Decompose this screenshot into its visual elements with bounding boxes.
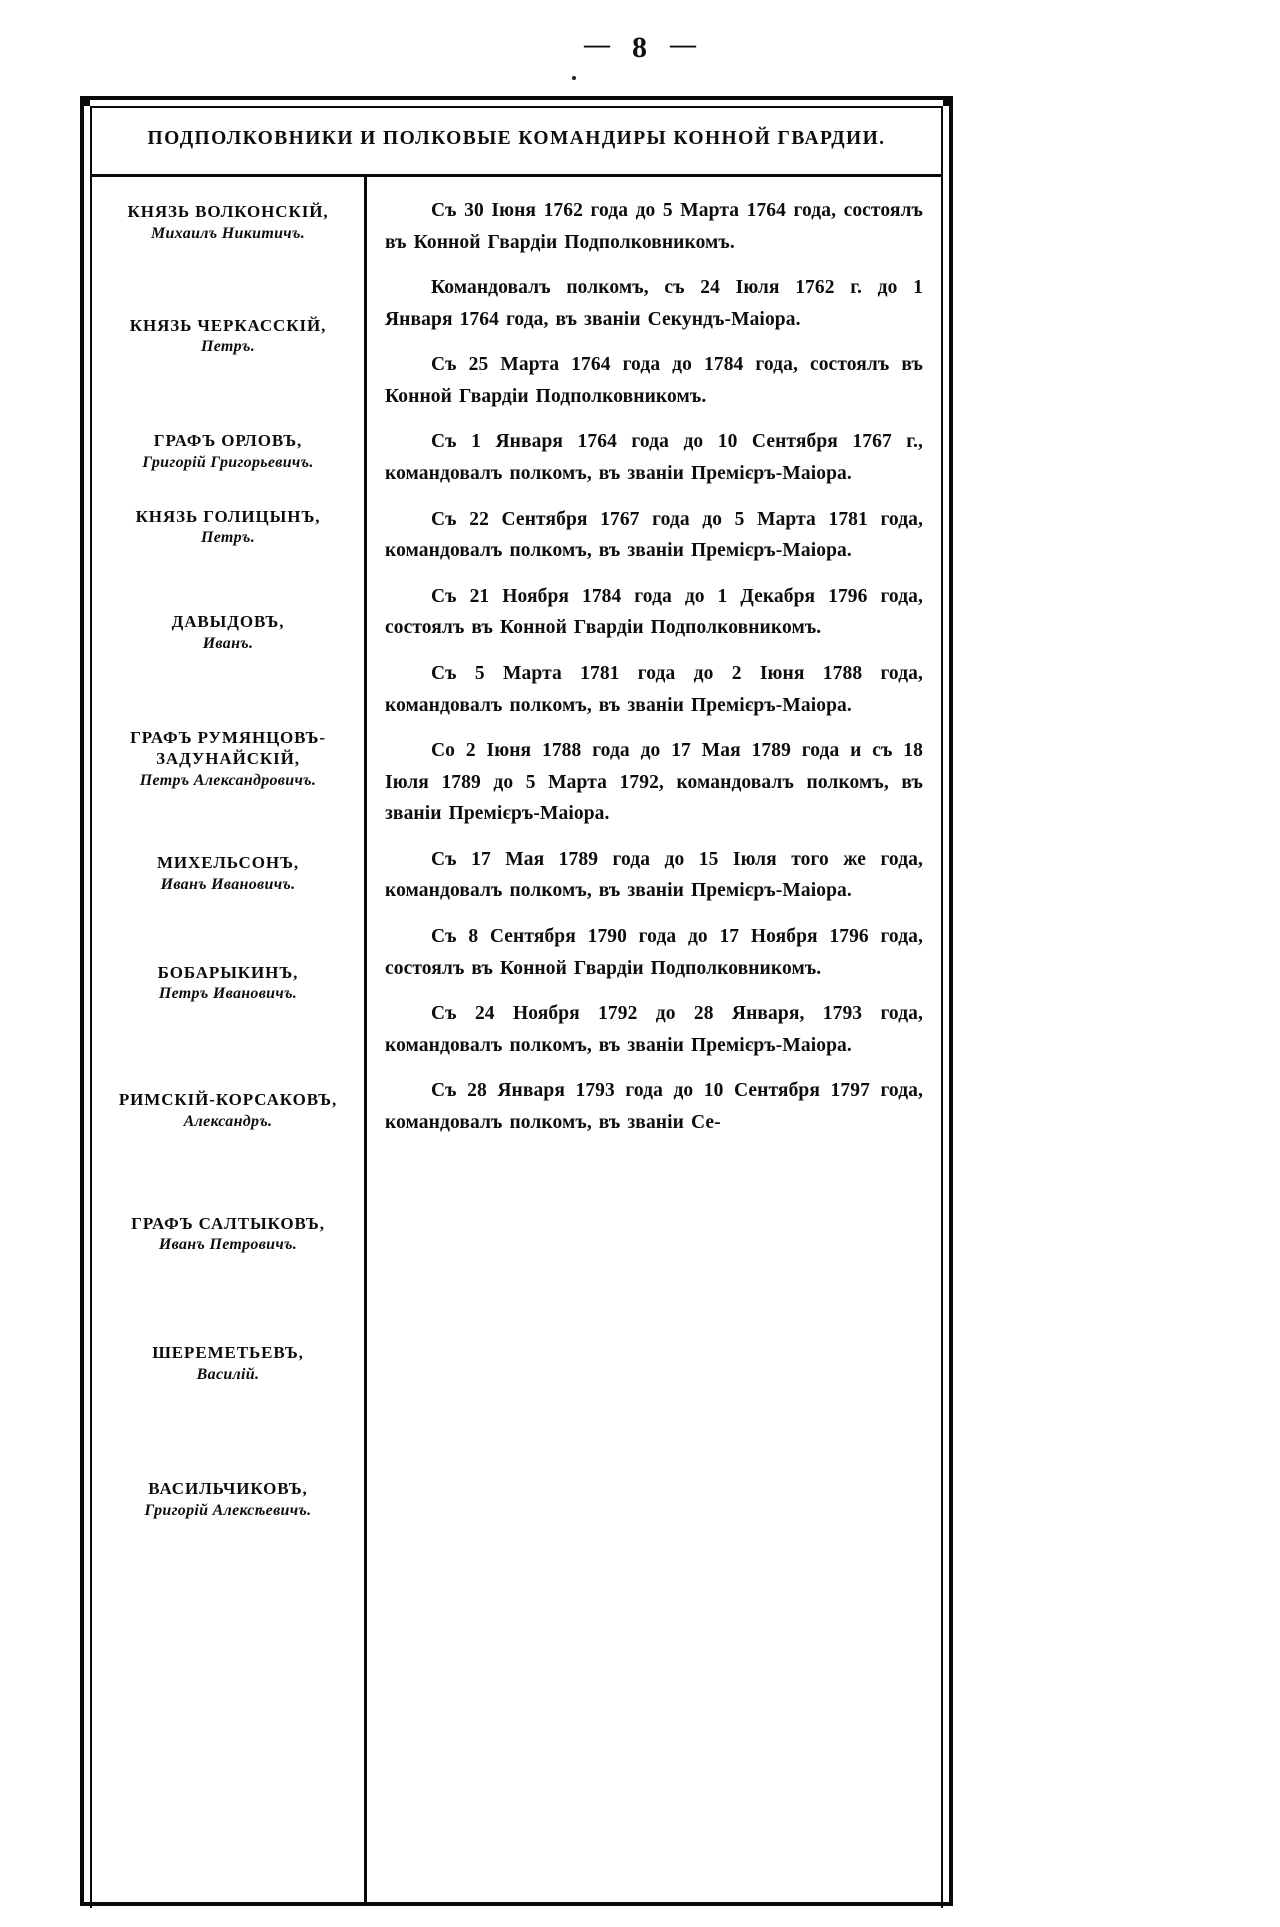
- person-given-name: Петръ.: [200, 529, 255, 547]
- table-row: [102, 201, 354, 245]
- table-row: [102, 430, 354, 474]
- header-dash-left: —: [584, 30, 610, 59]
- table-row: [102, 962, 354, 1006]
- service-record: Командовалъ полкомъ, съ 24 Іюля 1762 г. до 1 Января 1764 года, въ званіи Секундъ-Маіора.: [385, 277, 923, 330]
- service-record: Съ 28 Января 1793 года до 10 Сентября 1797 года, командовалъ полкомъ, въ званіи Се-: [385, 1080, 923, 1133]
- person-given-name: Григорій Алексѣевичъ.: [144, 1501, 312, 1519]
- table-row: [102, 506, 354, 550]
- person-surname: БОБАРЫКИНЪ,: [157, 962, 299, 982]
- table-row: [102, 611, 354, 655]
- service-record: Со 2 Іюня 1788 года до 17 Мая 1789 года и съ 18 Іюля 1789 до 5 Марта 1792, командовалъ полкомъ, въ званіи Премієръ-Маіора.: [385, 740, 923, 825]
- person-surname: МИХЕЛЬСОНЪ,: [156, 853, 300, 873]
- column-names: [92, 177, 364, 1902]
- service-record: Съ 8 Сентября 1790 года до 17 Ноября 1796 года, состоялъ въ Конной Гвардіи Подполковникомъ.: [385, 925, 923, 979]
- person-given-name: Петръ Ивановичъ.: [158, 985, 298, 1003]
- person-surname: ГРАФЪ РУМЯНЦОВЪ-ЗАДУНАЙСКІЙ,: [130, 727, 326, 769]
- person-surname: ГРАФЪ ОРЛОВЪ,: [153, 431, 303, 451]
- person-given-name: Иванъ.: [202, 634, 254, 652]
- page-number: 8: [632, 31, 648, 64]
- frame-corner-mark-top-left: [80, 96, 90, 106]
- header-dash-right: —: [670, 30, 696, 59]
- table-title: ПОДПОЛКОВНИКИ И ПОЛКОВЫЕ КОМАНДИРЫ КОННОЙ ГВАРДИИ.: [147, 128, 886, 149]
- person-given-name: Григорій Григорьевичъ.: [142, 453, 314, 471]
- table-body: [92, 177, 941, 1902]
- table-row: [102, 1342, 354, 1386]
- table-row: [102, 852, 354, 896]
- service-record: Съ 21 Ноября 1784 года до 1 Декабря 1796 года, состоялъ въ Конной Гвардіи Подполковникомъ.: [385, 585, 923, 639]
- service-record: Съ 24 Ноября 1792 до 28 Января, 1793 года, командовалъ полкомъ, въ званіи Премієръ-Маіора.: [385, 1003, 923, 1056]
- frame-corner-mark-top-right: [943, 96, 953, 106]
- person-surname: ВАСИЛЬЧИКОВЪ,: [148, 1478, 308, 1498]
- person-surname: РИМСКІЙ-КОРСАКОВЪ,: [118, 1090, 338, 1110]
- service-record: Съ 22 Сентября 1767 года до 5 Марта 1781 года, командовалъ полкомъ, въ званіи Премієръ-Маіора.: [385, 508, 923, 562]
- person-given-name: Петръ.: [200, 338, 255, 356]
- table-row: [102, 1089, 354, 1133]
- service-record: Съ 1 Января 1764 года до 10 Сентября 1767 г., командовалъ полкомъ, въ званіи Премієръ-Маіора.: [385, 431, 923, 485]
- person-given-name: Александръ.: [183, 1112, 273, 1130]
- person-given-name: Михаилъ Никитичъ.: [150, 224, 306, 242]
- person-given-name: Иванъ Ивановичъ.: [160, 875, 296, 893]
- person-given-name: Петръ Александровичъ.: [139, 772, 317, 790]
- table-row: [102, 1478, 354, 1522]
- service-record: Съ 30 Іюня 1762 года до 5 Марта 1764 года, состоялъ въ Конной Гвардіи Подполковникомъ.: [385, 200, 923, 253]
- person-given-name: Василій.: [196, 1365, 260, 1383]
- header-dot: [572, 76, 576, 80]
- table-row: [102, 315, 354, 359]
- table-frame: [80, 96, 953, 1906]
- person-surname: ШЕРЕМЕТЬЕВЪ,: [152, 1343, 304, 1363]
- service-record: Съ 5 Марта 1781 года до 2 Іюня 1788 года, командовалъ полкомъ, въ званіи Премієръ-Маіора.: [385, 662, 923, 716]
- person-surname: ГРАФЪ САЛТЫКОВЪ,: [131, 1213, 325, 1233]
- service-record: Съ 25 Марта 1764 года до 1784 года, состоялъ въ Конной Гвардіи Подполковникомъ.: [385, 354, 923, 407]
- person-given-name: Иванъ Петровичъ.: [158, 1236, 298, 1254]
- person-surname: КНЯЗЬ ВОЛКОНСКІЙ,: [127, 202, 329, 221]
- column-service-records: [367, 177, 941, 1902]
- person-surname: КНЯЗЬ ГОЛИЦЫНЪ,: [135, 506, 321, 526]
- table-row: [102, 727, 354, 792]
- service-record: Съ 17 Мая 1789 года до 15 Іюля того же года, командовалъ полкомъ, въ званіи Премієръ-Маіора.: [385, 848, 923, 902]
- table-row: [102, 1213, 354, 1257]
- person-surname: КНЯЗЬ ЧЕРКАССКІЙ,: [129, 315, 327, 335]
- page-header: [0, 30, 1280, 65]
- person-surname: ДАВЫДОВЪ,: [171, 612, 285, 632]
